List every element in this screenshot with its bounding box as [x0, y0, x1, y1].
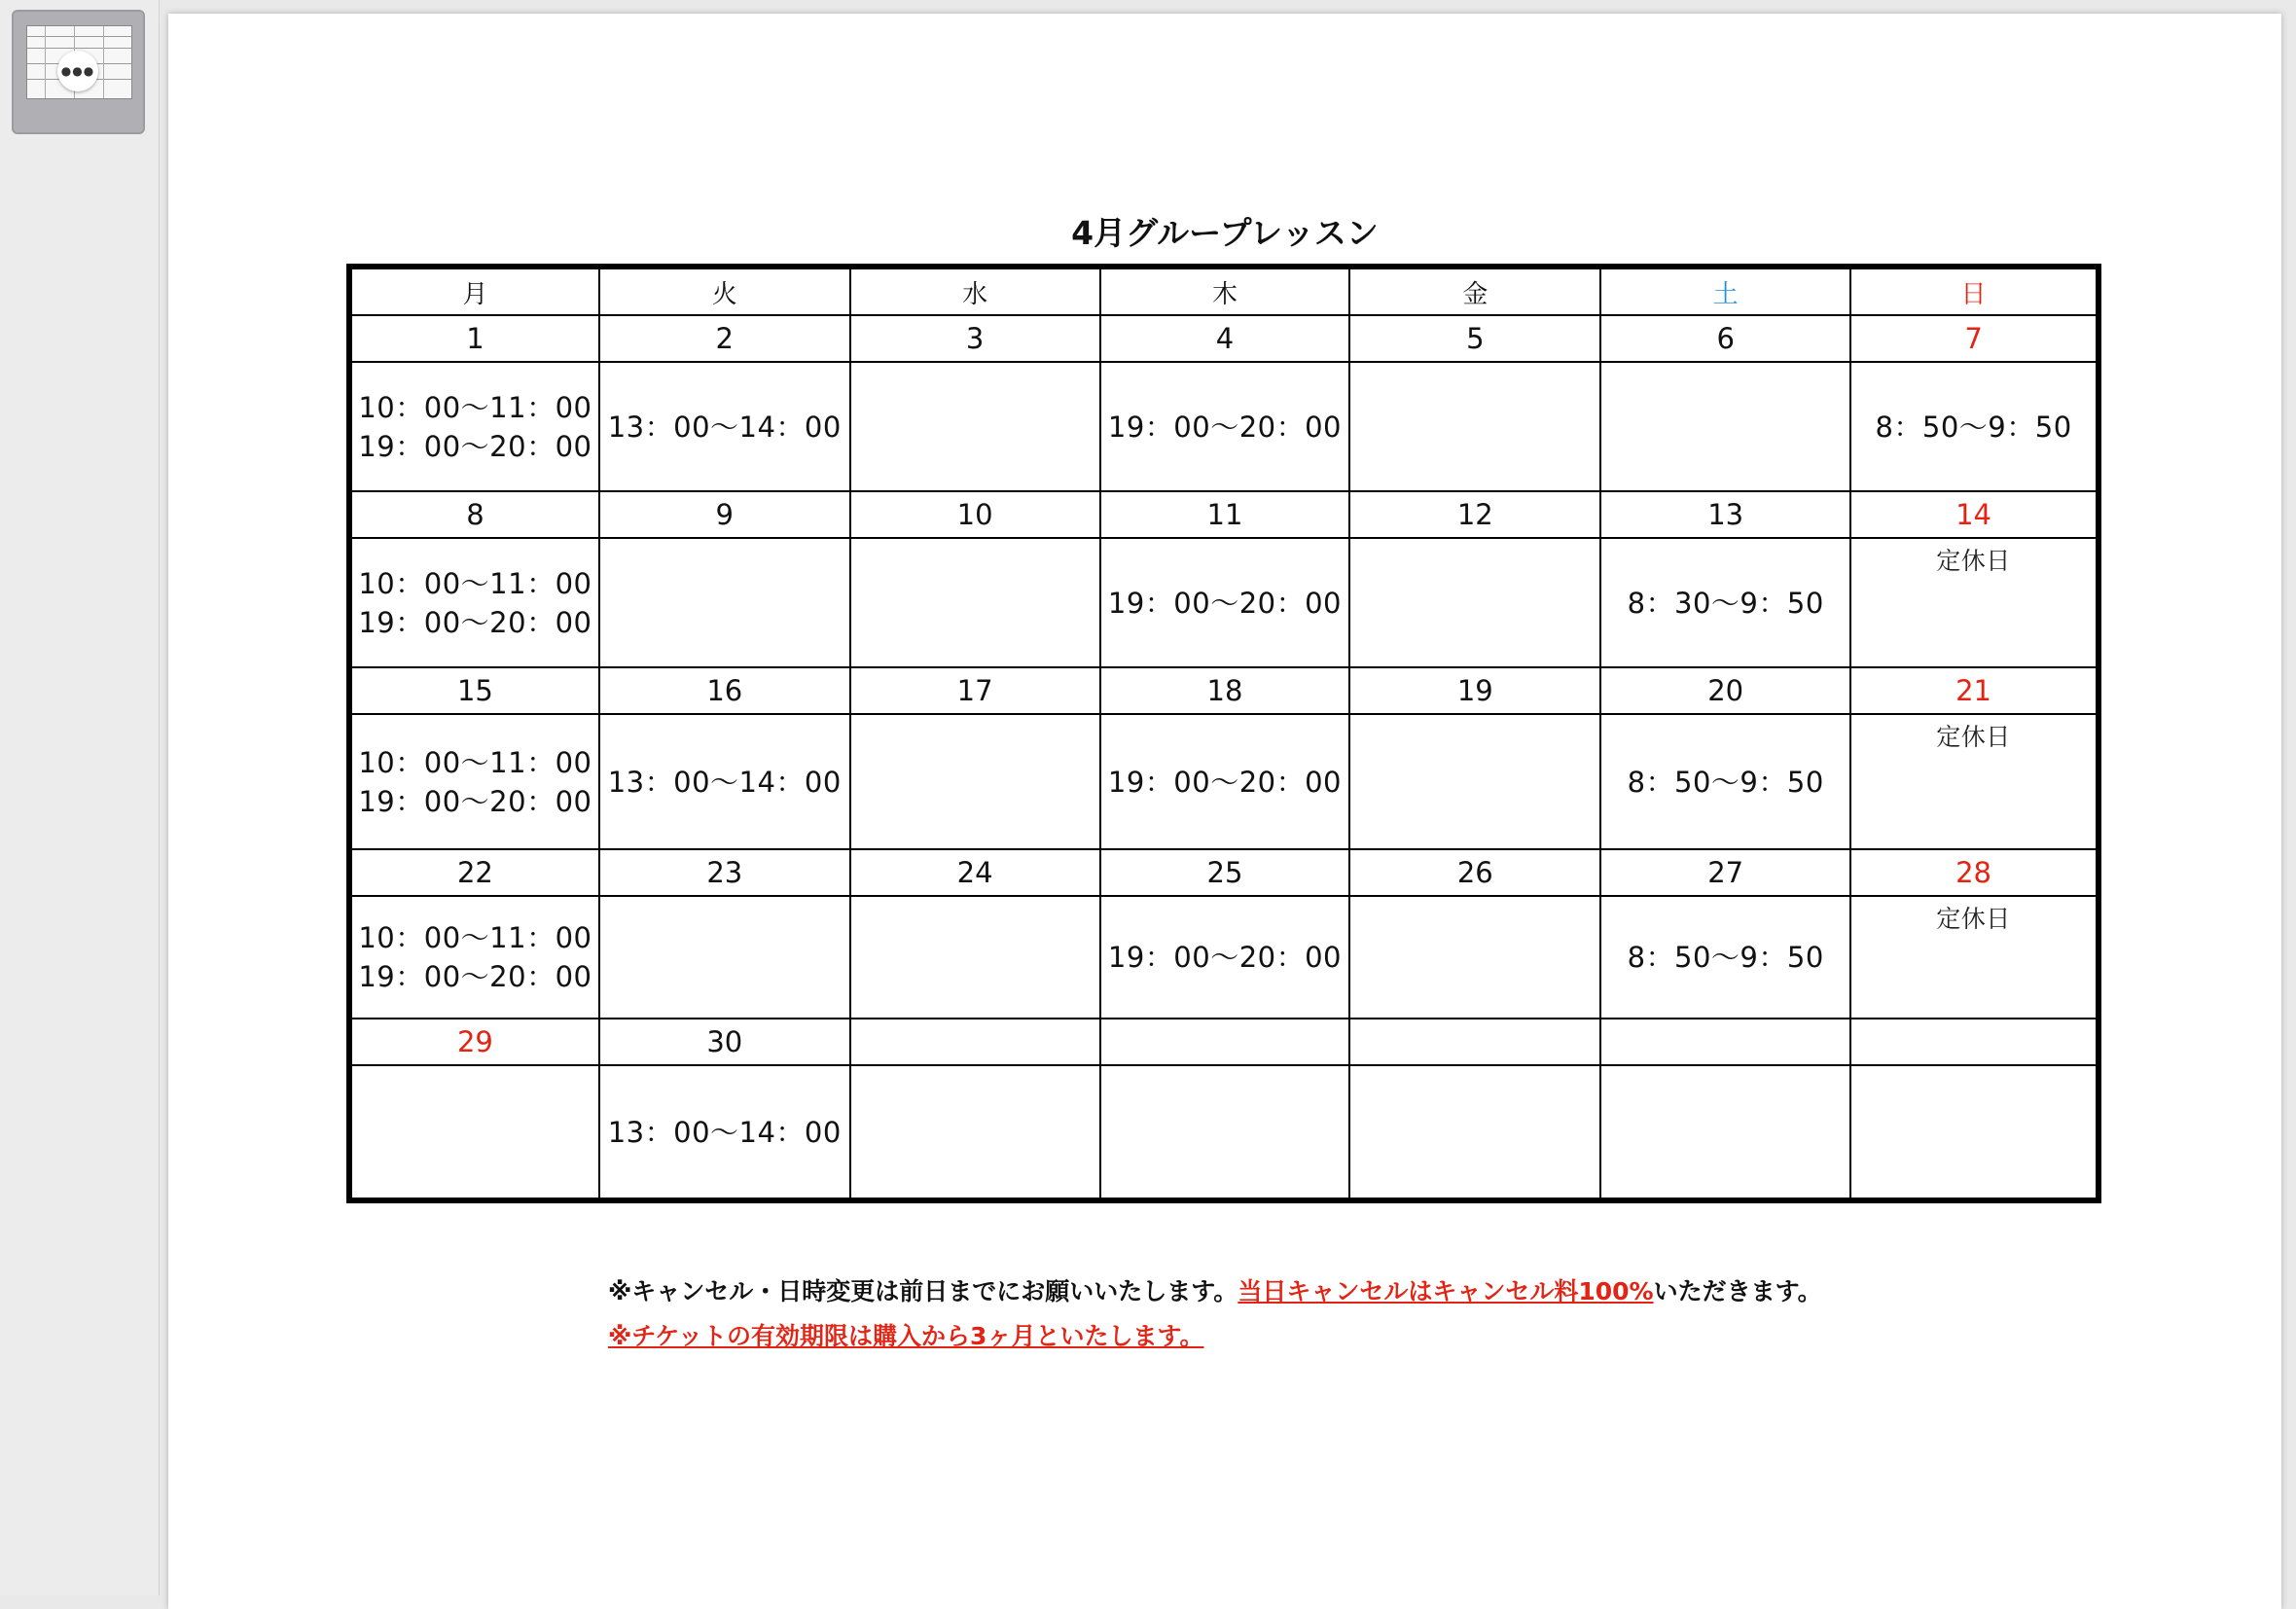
date-number: 27: [1600, 849, 1850, 896]
page-thumbnail[interactable]: [12, 10, 145, 134]
lesson-time: 10：00〜11：00: [358, 566, 592, 600]
lesson-time: 8：50〜9：50: [1627, 765, 1824, 799]
lesson-time: 13：00〜14：00: [607, 1115, 842, 1149]
date-row: [349, 667, 2099, 714]
lesson-cell: [850, 896, 1100, 1019]
lesson-time: 8：50〜9：50: [1875, 410, 2072, 444]
weekday-header-row: [349, 267, 2099, 315]
date-number: 29: [349, 1019, 599, 1065]
lesson-cell: [1349, 362, 1600, 491]
lesson-cell: [1600, 1065, 1850, 1200]
date-number: 8: [349, 491, 599, 538]
lesson-time: 10：00〜11：00: [358, 745, 592, 779]
date-number: 14: [1850, 491, 2099, 538]
weekday-header: 月: [349, 267, 599, 315]
lesson-cell: [599, 538, 850, 667]
lesson-cell: [599, 362, 850, 491]
lesson-time: 19：00〜20：00: [1107, 586, 1343, 620]
lesson-cell: [1100, 896, 1350, 1019]
date-number: 5: [1349, 315, 1600, 362]
lesson-time: 10：00〜11：00: [358, 390, 592, 424]
lesson-time: 19：00〜20：00: [1107, 941, 1343, 974]
page-title: 4月グループレッスン: [1071, 214, 1379, 252]
weekday-header: 土: [1600, 267, 1850, 315]
cancel-policy-note: [608, 1272, 1822, 1307]
lesson-cell: [1100, 362, 1350, 491]
weekday-header: 火: [599, 267, 850, 315]
weekday-header: 水: [850, 267, 1100, 315]
lesson-cell: [1349, 538, 1600, 667]
lesson-cell: [599, 714, 850, 849]
lesson-time: 13：00〜14：00: [607, 410, 842, 444]
lesson-cell: [850, 538, 1100, 667]
date-number: 17: [850, 667, 1100, 714]
lesson-time: 10：00〜11：00: [358, 921, 592, 954]
closed-day-label: 定休日: [1936, 905, 2011, 933]
lesson-time: 19：00〜20：00: [358, 784, 592, 818]
date-number: [1100, 1019, 1350, 1065]
thumbnail-sidebar: [0, 0, 160, 1595]
lesson-cell: [1600, 538, 1850, 667]
lesson-cell: [1600, 896, 1850, 1019]
lesson-time: 19：00〜20：00: [1107, 765, 1343, 799]
lesson-cell: [850, 1065, 1100, 1200]
date-number: 18: [1100, 667, 1350, 714]
weekday-header: 木: [1100, 267, 1350, 315]
date-number: [1850, 1019, 2099, 1065]
lesson-cell: [1349, 1065, 1600, 1200]
lesson-cell: [349, 714, 599, 849]
lesson-cell: [1850, 896, 2099, 1019]
date-number: [1600, 1019, 1850, 1065]
date-number: [850, 1019, 1100, 1065]
lesson-time: 19：00〜20：00: [358, 605, 592, 639]
document-page: [168, 14, 2281, 1609]
lesson-cell: [1850, 714, 2099, 849]
date-number: 1: [349, 315, 599, 362]
cancel-policy-tail: いただきます。: [1653, 1277, 1822, 1305]
lesson-time: 13：00〜14：00: [607, 765, 842, 799]
lesson-cell: [1100, 714, 1350, 849]
date-number: 16: [599, 667, 850, 714]
date-number: 11: [1100, 491, 1350, 538]
date-number: 2: [599, 315, 850, 362]
cancel-policy-text: ※キャンセル・日時変更は前日までにお願いいたします。: [608, 1277, 1238, 1305]
lesson-row: [349, 538, 2099, 667]
date-row: [349, 1019, 2099, 1065]
date-number: 28: [1850, 849, 2099, 896]
lesson-cell: [1100, 1065, 1350, 1200]
date-number: 26: [1349, 849, 1600, 896]
lesson-row: [349, 896, 2099, 1019]
closed-day-label: 定休日: [1936, 723, 2011, 751]
date-number: 30: [599, 1019, 850, 1065]
lesson-cell: [1850, 362, 2099, 491]
date-row: [349, 491, 2099, 538]
ticket-validity-note: ※チケットの有効期限は購入から3ヶ月といたします。: [608, 1322, 1204, 1350]
date-row: [349, 849, 2099, 896]
date-number: 4: [1100, 315, 1350, 362]
date-number: 23: [599, 849, 850, 896]
date-row: [349, 315, 2099, 362]
date-number: 19: [1349, 667, 1600, 714]
calendar-table: [346, 264, 2101, 1203]
lesson-cell: [1850, 538, 2099, 667]
same-day-cancel-fee: 当日キャンセルはキャンセル料100%: [1238, 1277, 1654, 1305]
lesson-time: 8：30〜9：50: [1627, 586, 1824, 620]
date-number: 25: [1100, 849, 1350, 896]
more-dots-icon[interactable]: ●●●: [57, 51, 98, 91]
lesson-cell: [850, 714, 1100, 849]
date-number: 22: [349, 849, 599, 896]
lesson-cell: [1600, 362, 1850, 491]
weekday-header: 金: [1349, 267, 1600, 315]
date-number: 3: [850, 315, 1100, 362]
lesson-cell: [599, 896, 850, 1019]
lesson-cell: [1349, 714, 1600, 849]
date-number: 6: [1600, 315, 1850, 362]
lesson-time: 19：00〜20：00: [1107, 410, 1343, 444]
lesson-cell: [850, 362, 1100, 491]
lesson-time: 8：50〜9：50: [1627, 941, 1824, 974]
date-number: 21: [1850, 667, 2099, 714]
lesson-row: [349, 714, 2099, 849]
date-number: 15: [349, 667, 599, 714]
lesson-cell: [349, 896, 599, 1019]
lesson-row: [349, 362, 2099, 491]
date-number: 7: [1850, 315, 2099, 362]
lesson-cell: [349, 362, 599, 491]
date-number: 9: [599, 491, 850, 538]
lesson-cell: [1600, 714, 1850, 849]
lesson-cell: [1100, 538, 1350, 667]
lesson-cell: [1850, 1065, 2099, 1200]
date-number: 12: [1349, 491, 1600, 538]
lesson-cell: [1349, 896, 1600, 1019]
date-number: 10: [850, 491, 1100, 538]
lesson-time: 19：00〜20：00: [358, 429, 592, 463]
closed-day-label: 定休日: [1936, 547, 2011, 575]
date-number: 20: [1600, 667, 1850, 714]
date-number: 13: [1600, 491, 1850, 538]
lesson-cell: [349, 538, 599, 667]
date-number: 24: [850, 849, 1100, 896]
lesson-cell: [599, 1065, 850, 1200]
lesson-time: 19：00〜20：00: [358, 960, 592, 993]
lesson-row: [349, 1065, 2099, 1200]
weekday-header: 日: [1850, 267, 2099, 315]
lesson-cell: [349, 1065, 599, 1200]
date-number: [1349, 1019, 1600, 1065]
